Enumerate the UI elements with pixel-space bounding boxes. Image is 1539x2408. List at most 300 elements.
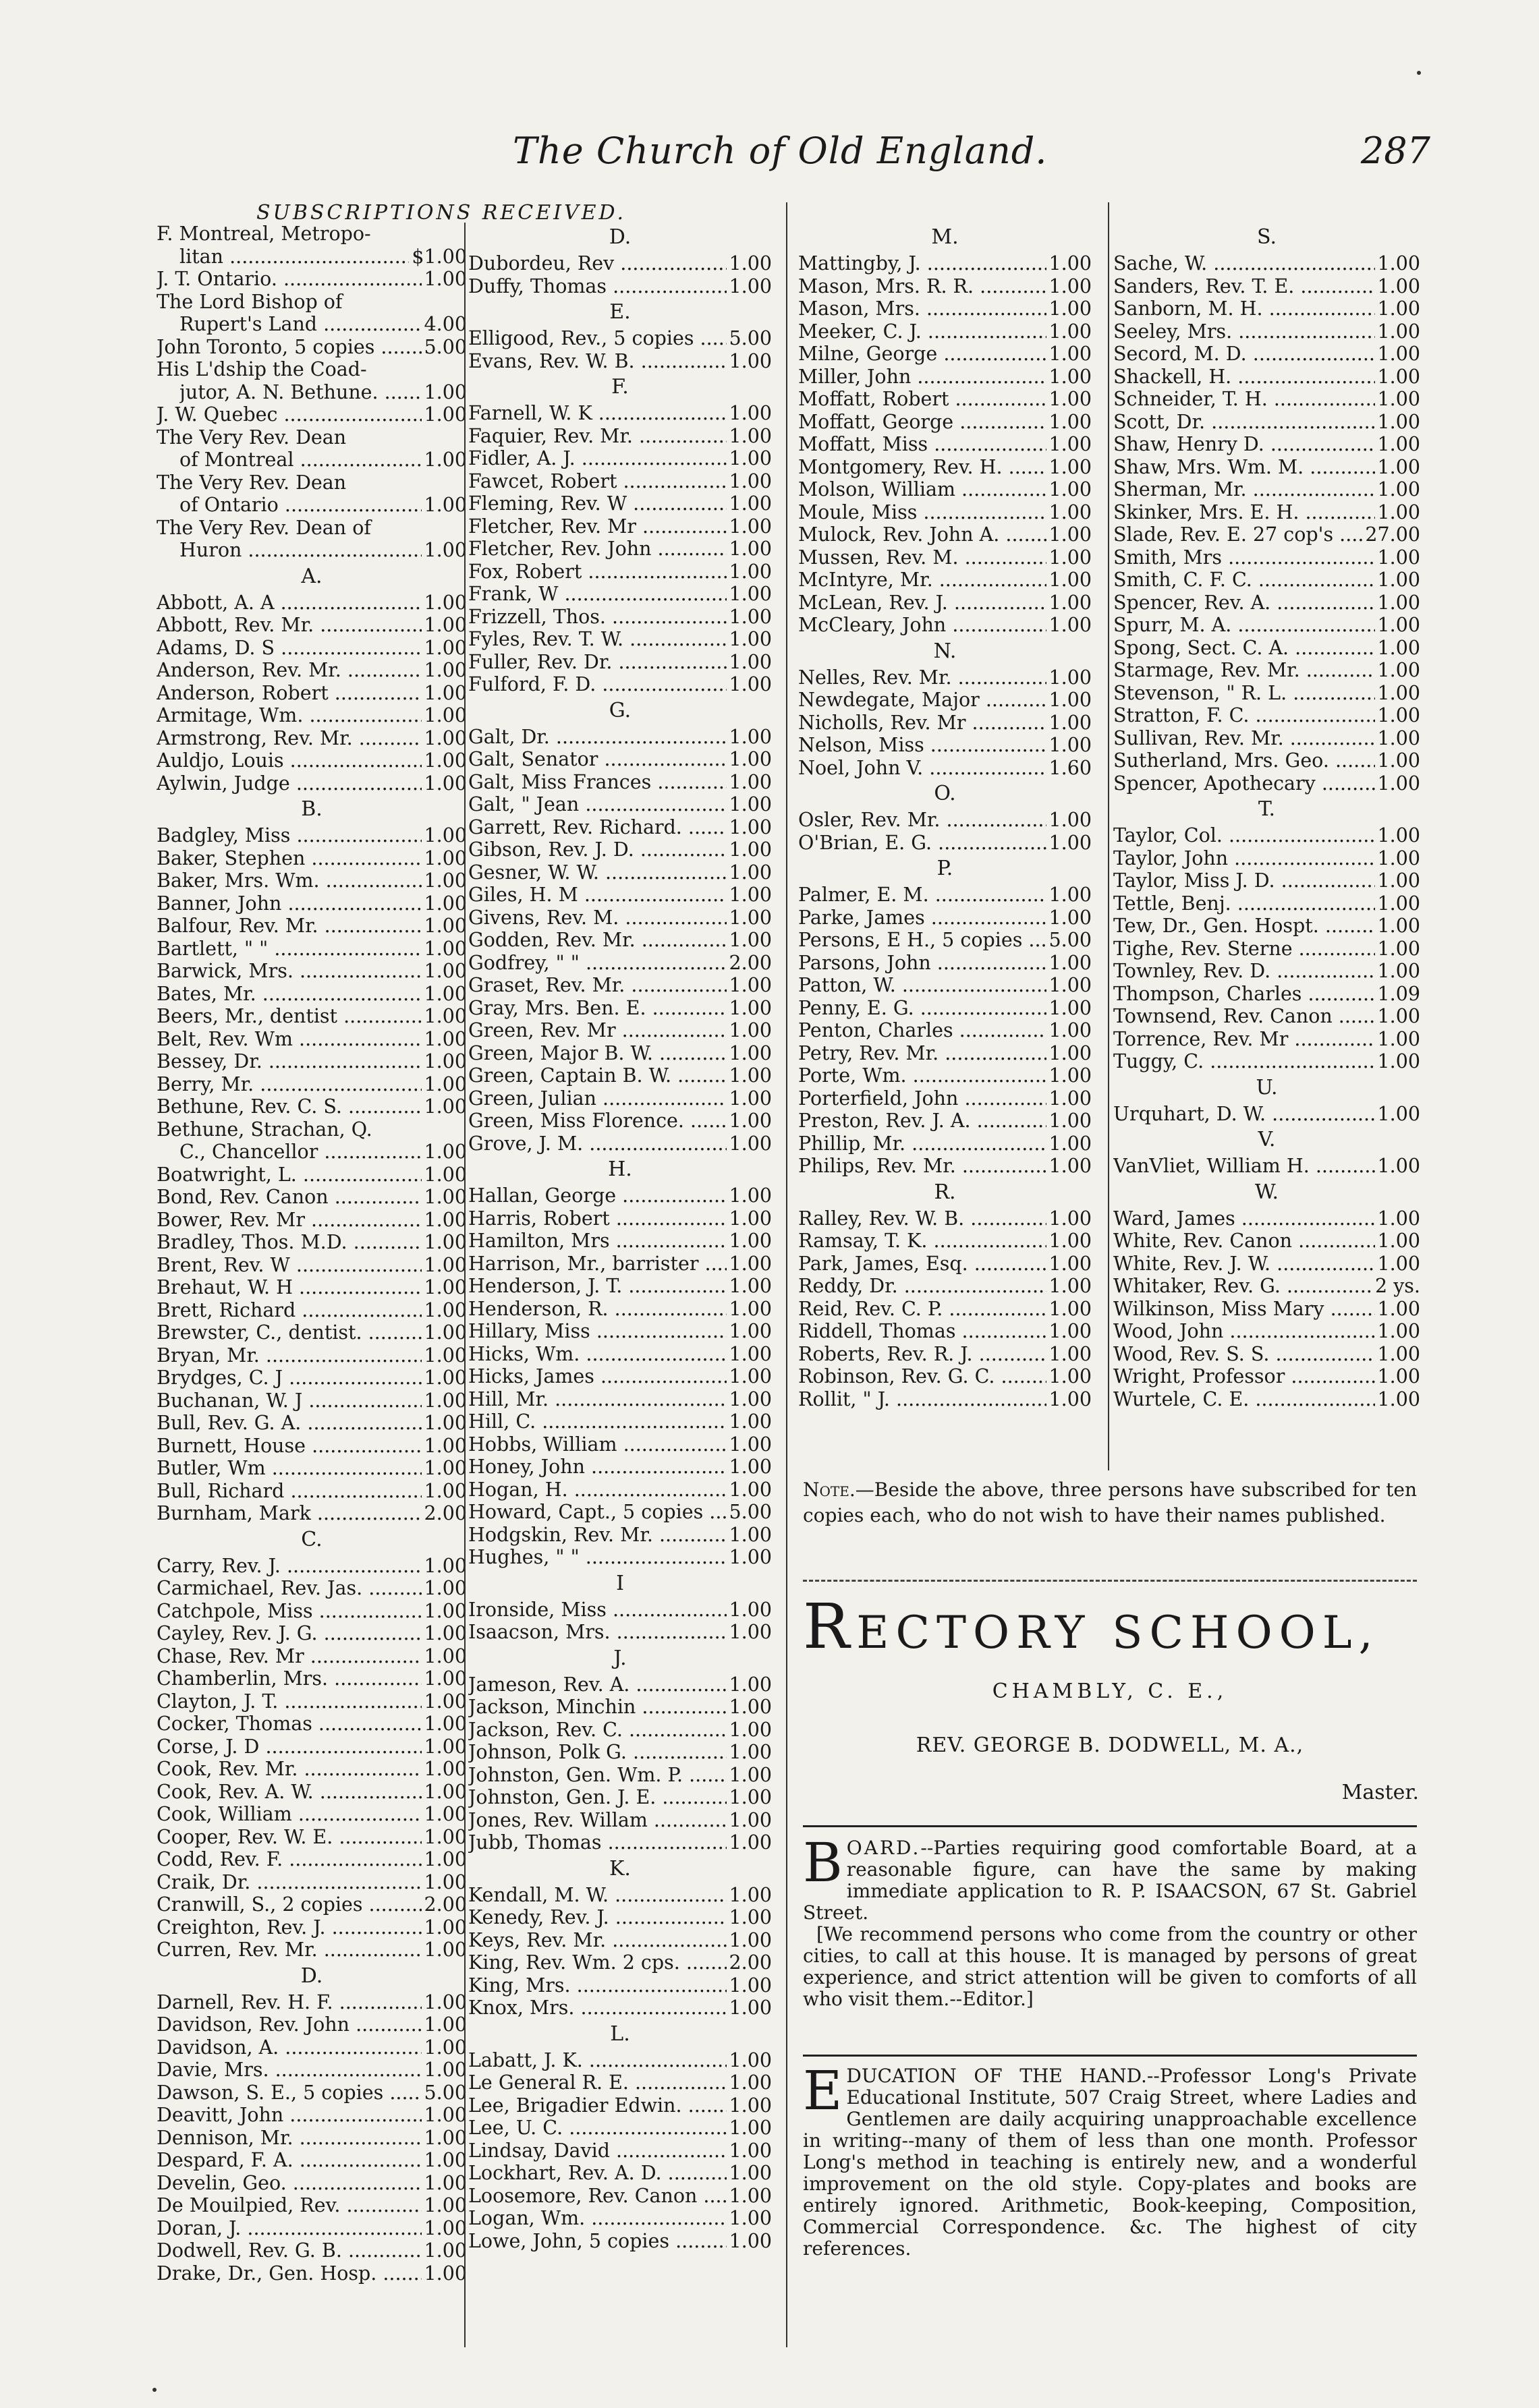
- subscription-amount: 1.00: [729, 252, 772, 275]
- subscription-amount: 1.00: [1048, 974, 1092, 996]
- subscription-amount: 1.00: [424, 268, 467, 290]
- subscription-amount: 5.00: [424, 2081, 467, 2104]
- letter-heading: I: [616, 1571, 624, 1595]
- subscriber-name: Hill, C. .....: [468, 1410, 727, 1433]
- subscriber-name: Garrett, Rev. Richard. .....: [468, 816, 727, 839]
- subscriber-entry: [468, 606, 772, 629]
- subscriber-entry: [468, 275, 772, 298]
- subscription-amount: 2 ys.: [1375, 1275, 1420, 1297]
- subscription-amount: 1.00: [1377, 869, 1420, 892]
- subscriber-name: Bull, Rev. G. A. .....: [157, 1412, 422, 1435]
- subscription-amount: 1.00: [1377, 847, 1420, 869]
- subscriber-entry: [1113, 892, 1420, 915]
- subscription-amount: 1.00: [729, 1064, 772, 1087]
- subscriber-entry: [798, 952, 1092, 975]
- subscriber-entry: [1113, 915, 1420, 938]
- subscriber-entry: [1113, 569, 1420, 592]
- subscriber-entry: [157, 1502, 467, 1525]
- subscription-amount: 1.00: [1377, 252, 1420, 275]
- subscriber-name: Porterfield, John .....: [798, 1087, 1046, 1110]
- subscriber-name: Hicks, James .....: [468, 1365, 727, 1388]
- subscriber-entry: [468, 1501, 772, 1524]
- subscriber-name: Jones, Rev. Willam .....: [468, 1809, 727, 1832]
- subscription-amount: 1.00: [729, 275, 772, 297]
- subscriber-entry: [157, 1186, 467, 1209]
- subscriber-name: Hill, Mr. .....: [468, 1388, 727, 1411]
- subscriber-name: Givens, Rev. M. .....: [468, 907, 727, 929]
- subscription-amount: 1.00: [729, 1673, 772, 1696]
- subscription-amount: 1.00: [729, 1696, 772, 1718]
- subscriber-entry: [468, 402, 772, 425]
- subscriber-name: McCleary, John .....: [798, 614, 1046, 637]
- subscription-amount: 1.00: [729, 1928, 772, 1951]
- subscriber-entry: [157, 1848, 467, 1871]
- subscription-amount: 1.00: [729, 929, 772, 951]
- column-divider: [786, 202, 787, 2347]
- subscription-amount: 1.00: [424, 2239, 467, 2262]
- subscription-amount: 1.00: [1377, 455, 1420, 478]
- subscriber-entry: [157, 2194, 467, 2217]
- subscriber-entry: [157, 1667, 467, 1690]
- subscription-amount: 1.00: [1048, 1252, 1092, 1275]
- subscriber-entry: [468, 1110, 772, 1133]
- subscription-amount: 1.00: [424, 403, 467, 426]
- subscription-amount: 1.00: [729, 650, 772, 673]
- subscriber-entry: [798, 252, 1092, 275]
- subscriber-name: Hughes, " " .....: [468, 1546, 727, 1569]
- subscriber-name: Creighton, Rev. J. .....: [157, 1916, 422, 1939]
- subscription-amount: 1.00: [729, 2184, 772, 2207]
- subscriber-entry: [468, 1809, 772, 1832]
- subscriber-entry: [157, 313, 467, 336]
- subscriber-entry: [798, 569, 1092, 592]
- subscriber-name: Godden, Rev. Mr. .....: [468, 929, 727, 952]
- subscription-amount: 1.00: [729, 1110, 772, 1132]
- subscriber-name: Parsons, John .....: [798, 952, 1046, 975]
- subscriber-entry: [157, 1916, 467, 1939]
- subscriber-name: Bond, Rev. Canon .....: [157, 1186, 422, 1209]
- subscription-amount: 1.00: [1048, 320, 1092, 343]
- subscriber-name: Fuller, Rev. Dr. .....: [468, 651, 727, 674]
- subscriber-name: Ironside, Miss .....: [468, 1599, 727, 1622]
- subscription-amount: 1.00: [729, 1883, 772, 1906]
- subscriber-name: Anderson, Robert .....: [157, 682, 422, 705]
- subscription-amount: 1.00: [424, 1253, 467, 1276]
- subscription-amount: 1.00: [729, 1598, 772, 1621]
- subscriber-entry: [468, 838, 772, 861]
- subscriber-entry: [157, 682, 467, 705]
- subscription-amount: 1.00: [729, 2071, 772, 2094]
- subscription-amount: 1.00: [1377, 433, 1420, 455]
- subscriber-entry: [157, 1457, 467, 1480]
- subscriber-entry: [1113, 1253, 1420, 1275]
- subscriber-entry: [157, 1435, 467, 1458]
- subscriber-name: Frizzell, Thos. .....: [468, 606, 727, 629]
- subscriber-name: Roberts, Rev. R. J. .....: [798, 1343, 1046, 1366]
- subscription-amount: 1.00: [1377, 478, 1420, 500]
- subscriber-entry: [798, 1298, 1092, 1321]
- subscriber-entry: [157, 637, 467, 660]
- subscription-amount: 1.00: [1048, 365, 1092, 388]
- subscriber-entry: [468, 884, 772, 907]
- subscriber-name: McLean, Rev. J. .....: [798, 592, 1046, 614]
- subscription-amount: 1.00: [1048, 455, 1092, 478]
- subscriber-name: Fletcher, Rev. John .....: [468, 538, 727, 561]
- subscriber-entry: [468, 1524, 772, 1547]
- subscription-amount: 1.00: [424, 1389, 467, 1412]
- subscriber-name: Catchpole, Miss .....: [157, 1600, 422, 1623]
- subscription-amount: 1.00: [424, 1939, 467, 1961]
- subscriber-entry: [468, 1388, 772, 1411]
- subscription-amount: 1.00: [729, 1433, 772, 1456]
- subscriber-entry: [798, 1207, 1092, 1230]
- subscription-amount: 1.00: [729, 1997, 772, 2019]
- subscription-amount: 1.00: [1377, 500, 1420, 523]
- subscriber-name: Beers, Mr., dentist .....: [157, 1005, 422, 1028]
- subscriber-entry: [798, 1343, 1092, 1366]
- subscriber-entry: [1113, 960, 1420, 983]
- subscriber-entry: [157, 539, 467, 562]
- subscriber-entry: [798, 757, 1092, 780]
- subscription-amount: 1.00: [1048, 1297, 1092, 1320]
- subscriber-name: Bessey, Dr. .....: [157, 1050, 422, 1073]
- subscriber-name: Cook, Rev. A. W. .....: [157, 1781, 422, 1804]
- subscription-amount: 1.00: [424, 2104, 467, 2126]
- subscriber-name: Farnell, W. K .....: [468, 402, 727, 425]
- subscriber-name: Armstrong, Rev. Mr. .....: [157, 727, 422, 750]
- subscription-amount: 1.60: [1048, 756, 1092, 779]
- subscription-amount: 1.00: [1048, 1275, 1092, 1297]
- subscription-amount: 1.00: [1377, 1252, 1420, 1275]
- subscriber-entry: [157, 749, 467, 772]
- subscription-amount: 1.00: [424, 1599, 467, 1622]
- subscription-amount: 1.00: [729, 996, 772, 1019]
- subscriber-entry: [798, 411, 1092, 434]
- subscriber-entry: [157, 1231, 467, 1254]
- subscriber-entry: [157, 1781, 467, 1804]
- board-dropcap: B: [803, 1831, 843, 1894]
- subscriber-name: Duffy, Thomas .....: [468, 275, 727, 298]
- subscription-amount: 1.00: [424, 772, 467, 795]
- subscriber-name: Giles, H. M .....: [468, 884, 727, 907]
- subscription-amount: 1.00: [1377, 546, 1420, 569]
- subscription-amount: 1.00: [1048, 1320, 1092, 1342]
- subscriber-name: Bower, Rev. Mr .....: [157, 1209, 422, 1232]
- subscription-amount: 1.00: [1377, 1207, 1420, 1230]
- subscription-amount: 1.00: [1048, 996, 1092, 1019]
- subscriber-column-2: [468, 223, 772, 2252]
- subscriber-name: Loosemore, Rev. Canon .....: [468, 2185, 727, 2208]
- subscriber-entry: [157, 1209, 467, 1232]
- subscriber-name: Gesner, W. W. .....: [468, 861, 727, 884]
- subscriber-entry: [468, 861, 772, 884]
- subscriber-name: Moffatt, Miss .....: [798, 433, 1046, 456]
- subscription-amount: 1.00: [424, 1577, 467, 1599]
- subscriber-entry: [157, 1412, 467, 1435]
- subscriber-entry: [1113, 772, 1420, 795]
- subscriber-entry: [468, 1320, 772, 1343]
- subscriber-name: Spong, Sect. C. A. .....: [1113, 637, 1375, 660]
- subscriber-entry: [157, 2013, 467, 2036]
- subscriber-name: Clayton, J. T. .....: [157, 1690, 422, 1713]
- education-dropcap: E: [803, 2059, 843, 2122]
- subscriber-name: VanVliet, William H. .....: [1113, 1155, 1375, 1178]
- subscriber-name: of Montreal .....: [179, 449, 422, 471]
- subscriber-name: Smith, Mrs .....: [1113, 546, 1375, 569]
- subscriber-entry: [468, 470, 772, 493]
- subscriber-name: Brydges, C. J .....: [157, 1367, 422, 1389]
- subscriber-name: Fawcet, Robert .....: [468, 470, 727, 493]
- subscription-amount: 1.09: [1377, 982, 1420, 1005]
- subscription-amount: 1.00: [729, 838, 772, 861]
- letter-heading: W.: [1254, 1180, 1279, 1204]
- subscriber-name: Curren, Rev. Mr. .....: [157, 1939, 422, 1961]
- subscription-amount: 1.00: [729, 725, 772, 748]
- subscription-amount: 1.00: [1377, 365, 1420, 388]
- subscriber-name: Honey, John .....: [468, 1456, 727, 1479]
- subscriber-name: Tew, Dr., Gen. Hospt. .....: [1113, 915, 1375, 938]
- subscriber-entry: [468, 1951, 772, 1974]
- subscriber-name: Johnston, Gen. J. E. .....: [468, 1786, 727, 1809]
- subscriber-name: Henderson, R. .....: [468, 1298, 727, 1321]
- subscriber-name: Bryan, Mr. .....: [157, 1344, 422, 1367]
- subscriber-entry: [1113, 1365, 1420, 1388]
- subscription-amount: 1.00: [424, 1713, 467, 1735]
- subscriber-entry: [157, 1871, 467, 1894]
- subscription-amount: 1.00: [424, 1990, 467, 2013]
- subscription-amount: 1.00: [424, 659, 467, 681]
- subscriber-name: Gray, Mrs. Ben. E. .....: [468, 997, 727, 1020]
- subscriber-entry: [468, 907, 772, 929]
- subscription-amount: 1.00: [424, 1554, 467, 1577]
- subscription-amount: 27.00: [1365, 523, 1420, 546]
- subscription-amount: 1.00: [1377, 1230, 1420, 1252]
- subscriber-entry: [468, 515, 772, 538]
- subscription-amount: 1.00: [729, 1808, 772, 1831]
- subscription-amount: 1.00: [1377, 1005, 1420, 1027]
- subscriber-name: King, Mrs. .....: [468, 1974, 727, 1997]
- school-title-initial: R: [803, 1590, 857, 1663]
- subscription-amount: 1.00: [424, 1298, 467, 1321]
- subscriber-entry: [468, 1230, 772, 1253]
- school-title-rest: ECTORY SCHOOL,: [856, 1607, 1380, 1659]
- subscriber-entry: [468, 1906, 772, 1929]
- subscriber-name: Bradley, Thos. M.D. .....: [157, 1231, 422, 1254]
- subscription-amount: 1.00: [729, 583, 772, 605]
- subscriber-entry: [157, 960, 467, 983]
- subscription-amount: 1.00: [729, 1041, 772, 1064]
- subscriber-name: Johnston, Gen. Wm. P. .....: [468, 1764, 727, 1787]
- school-principal: REV. GEORGE B. DODWELL, M. A.,: [916, 1733, 1304, 1757]
- subscriber-entry: [468, 252, 772, 275]
- subscriber-entry: [798, 689, 1092, 712]
- subscriber-name: Chamberlin, Mrs. .....: [157, 1667, 422, 1690]
- running-head: [513, 130, 1430, 183]
- subscriber-entry: [157, 869, 467, 892]
- subscriber-name: Fidler, A. J. .....: [468, 447, 727, 470]
- running-title: The Church of Old England.: [513, 130, 1048, 172]
- letter-heading: T.: [1258, 797, 1276, 821]
- school-place: CHAMBLY, C. E.,: [992, 1680, 1228, 1703]
- subscriber-entry: [468, 2049, 772, 2072]
- subscriber-name: Smith, C. F. C. .....: [1113, 569, 1375, 592]
- subscriber-name: Patton, W. .....: [798, 974, 1046, 997]
- subscriber-name: Anderson, Rev. Mr. .....: [157, 659, 422, 682]
- subscriber-entry: [157, 1555, 467, 1578]
- subscriber-name: Doran, J. .....: [157, 2217, 422, 2240]
- subscriber-entry: [157, 1254, 467, 1277]
- letter-heading: V.: [1258, 1128, 1276, 1151]
- subscriber-entry: [1113, 1005, 1420, 1028]
- subscriber-name: Graset, Rev. Mr. .....: [468, 974, 727, 997]
- subscriber-name: Bethune, Strachan, Q.: [157, 1118, 372, 1141]
- subscriber-name: Johnson, Polk G. .....: [468, 1741, 727, 1764]
- subscriber-name: Grove, J. M. .....: [468, 1133, 727, 1155]
- subscriber-name: Rollit, " J. .....: [798, 1388, 1046, 1411]
- letter-heading: F.: [611, 375, 629, 399]
- subscriber-entry: [1113, 1230, 1420, 1253]
- subscription-amount: 1.00: [729, 2162, 772, 2184]
- subscriber-name: Barwick, Mrs. .....: [157, 960, 422, 983]
- letter-heading: N.: [933, 639, 957, 663]
- subscription-amount: 1.00: [729, 2094, 772, 2117]
- subscriber-entry: [468, 2185, 772, 2208]
- subscription-amount: 1.00: [1048, 252, 1092, 275]
- subscriber-name: His L'dship the Coad-: [157, 358, 367, 380]
- subscriber-name: Chase, Rev. Mr .....: [157, 1645, 422, 1668]
- subscriber-entry: [157, 1645, 467, 1668]
- subscriber-entry: [798, 546, 1092, 569]
- subscription-amount: 1.00: [1048, 1365, 1092, 1387]
- subscriber-entry: [1113, 320, 1420, 343]
- subscriber-entry: [468, 1974, 772, 1997]
- subscriber-entry: [1113, 1028, 1420, 1051]
- subscription-amount: 5.00: [729, 327, 772, 349]
- subscriber-name: Sullivan, Rev. Mr. .....: [1113, 727, 1375, 750]
- subscription-amount: 1.00: [424, 982, 467, 1005]
- subscriber-entry: [157, 403, 467, 426]
- subscription-amount: 1.00: [424, 1005, 467, 1027]
- subscription-amount: 1.00: [424, 494, 467, 516]
- subscriber-entry: [1113, 1320, 1420, 1343]
- subscriber-name: Kendall, M. W. .....: [468, 1884, 727, 1907]
- subscription-amount: $1.00: [412, 245, 467, 268]
- subscriber-name: Galt, Miss Frances .....: [468, 771, 727, 794]
- subscriber-name: Jackson, Minchin .....: [468, 1696, 727, 1719]
- subscriber-name: Wood, John .....: [1113, 1320, 1375, 1343]
- subscription-amount: 1.00: [424, 2013, 467, 2036]
- subscriber-name: Preston, Rev. J. A. .....: [798, 1110, 1046, 1133]
- subscriber-name: J. W. Quebec .....: [157, 403, 422, 426]
- subscription-amount: 1.00: [729, 793, 772, 815]
- subscriber-name: Townley, Rev. D. .....: [1113, 960, 1375, 983]
- subscriber-name: Knox, Mrs. .....: [468, 1997, 727, 2019]
- letter-heading: D.: [300, 1963, 323, 1988]
- subscription-amount: 1.00: [1377, 1297, 1420, 1320]
- subscriber-entry: [157, 847, 467, 870]
- subscription-amount: 1.00: [424, 869, 467, 892]
- subscriber-entry: [798, 1275, 1092, 1298]
- subscriber-entry: [468, 492, 772, 515]
- subscription-amount: 1.00: [729, 1718, 772, 1741]
- subscription-amount: 1.00: [1377, 320, 1420, 343]
- subscriber-entry: [468, 350, 772, 373]
- subscriber-entry: [468, 1929, 772, 1952]
- subscription-amount: 1.00: [1048, 1110, 1092, 1132]
- subscription-amount: 1.00: [1377, 569, 1420, 591]
- subscriber-entry: [798, 1365, 1092, 1388]
- subscription-amount: 5.00: [424, 335, 467, 358]
- subscriber-name: Robinson, Rev. G. C. .....: [798, 1365, 1046, 1388]
- subscription-amount: 1.00: [729, 1906, 772, 1928]
- subscriber-name: Seeley, Mrs. .....: [1113, 320, 1375, 343]
- subscription-amount: 1.00: [1048, 523, 1092, 546]
- subscriber-entry: [798, 478, 1092, 501]
- subscriber-entry: [157, 592, 467, 614]
- subscriber-entry: [1113, 297, 1420, 320]
- subscription-amount: 1.00: [729, 1365, 772, 1387]
- subscription-amount: 1.00: [729, 815, 772, 838]
- subscriber-entry: [157, 2239, 467, 2262]
- subscriber-name: O'Brian, E. G. .....: [798, 832, 1046, 855]
- subscriber-name: Sanders, Rev. T. E. .....: [1113, 275, 1375, 298]
- subscription-amount: 1.00: [1377, 915, 1420, 937]
- subscriber-entry: [798, 809, 1092, 832]
- subscriber-name: Sutherland, Mrs. Geo. .....: [1113, 749, 1375, 772]
- subscriber-name: Godfrey, " " .....: [468, 952, 727, 975]
- letter-heading: G.: [609, 698, 632, 722]
- subscription-amount: 1.00: [1377, 1387, 1420, 1410]
- subscriber-name: Lee, Brigadier Edwin. .....: [468, 2094, 727, 2117]
- subscriber-entry: [468, 793, 772, 816]
- subscriber-name: Fox, Robert .....: [468, 561, 727, 583]
- subscriber-name: Jackson, Rev. C. .....: [468, 1719, 727, 1742]
- subscriber-entry: [157, 2149, 467, 2172]
- subscriber-entry: [468, 1365, 772, 1388]
- subscriber-entry: [157, 824, 467, 847]
- subscription-amount: 1.00: [729, 673, 772, 695]
- subscription-amount: 1.00: [424, 1457, 467, 1479]
- subscription-amount: 1.00: [424, 539, 467, 561]
- subscriber-entry: [1113, 749, 1420, 772]
- subscription-amount: 5.00: [1048, 929, 1092, 951]
- subscriber-name: Banner, John .....: [157, 892, 422, 915]
- subscriber-name: Bull, Richard .....: [157, 1480, 422, 1503]
- subscriber-name: Rupert's Land .....: [179, 313, 422, 336]
- subscription-amount: 1.00: [1048, 831, 1092, 854]
- subscription-amount: 1.00: [1048, 478, 1092, 500]
- subscriber-name: Carry, Rev. J. .....: [157, 1555, 422, 1578]
- subscriber-name: Dennison, Mr. .....: [157, 2127, 422, 2150]
- letter-heading: D.: [609, 225, 632, 249]
- subscriber-name: Noel, John V. .....: [798, 757, 1046, 780]
- subscriber-name: Despard, F. A. .....: [157, 2149, 422, 2172]
- subscriber-entry: [468, 2230, 772, 2253]
- subscriber-entry: [798, 501, 1092, 524]
- subscriber-entry: [157, 915, 467, 938]
- subscriber-name: Secord, M. D. .....: [1113, 343, 1375, 366]
- subscription-amount: 1.00: [1048, 569, 1092, 591]
- subscription-amount: 1.00: [1377, 636, 1420, 659]
- subscriber-name: Dodwell, Rev. G. B. .....: [157, 2239, 422, 2262]
- subscriber-name: White, Rev. Canon .....: [1113, 1230, 1375, 1253]
- subscription-amount: 1.00: [729, 1786, 772, 1808]
- subscription-amount: 1.00: [1048, 666, 1092, 689]
- subscriber-name: Burnett, House .....: [157, 1435, 422, 1458]
- subscriber-entry: [1113, 523, 1420, 546]
- subscription-amount: 1.00: [424, 614, 467, 636]
- column-divider: [464, 223, 466, 2347]
